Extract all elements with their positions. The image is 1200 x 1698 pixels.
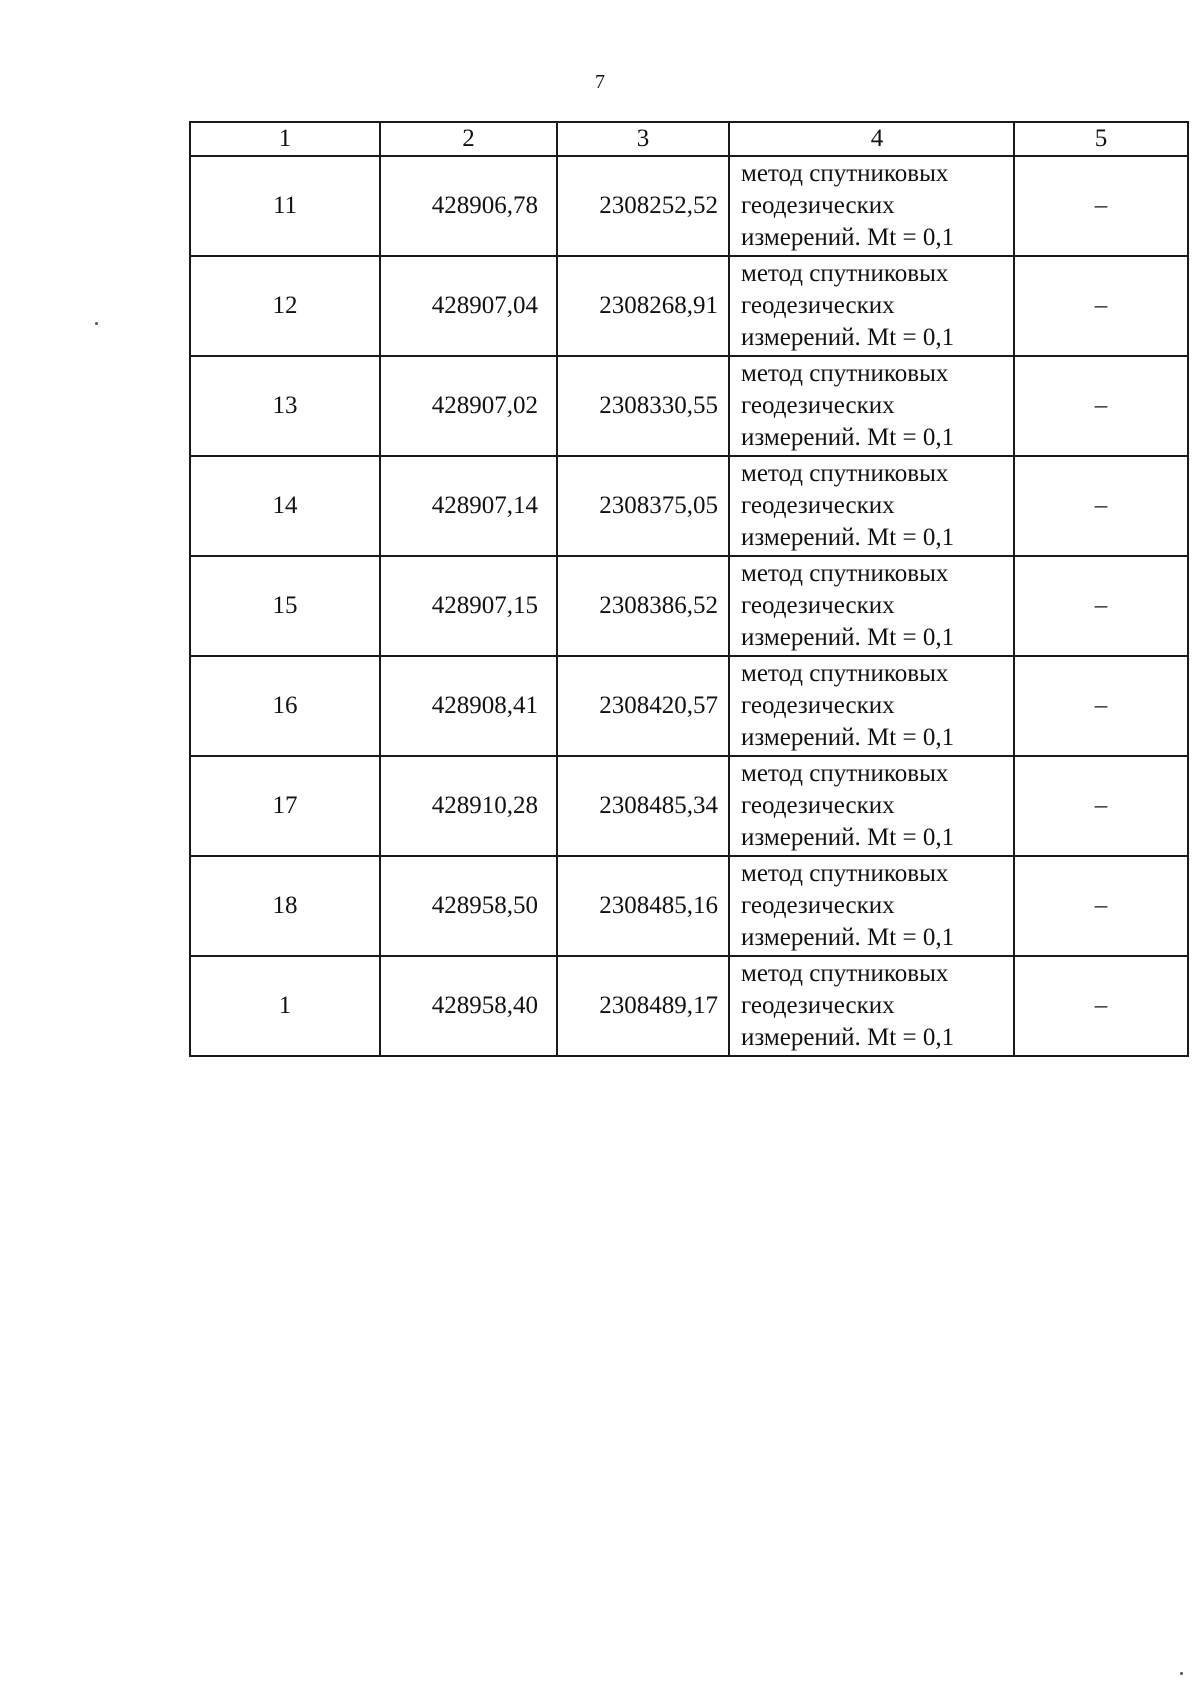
y-coordinate-cell: 2308485,16 <box>557 856 729 956</box>
method-line: геодезических <box>741 692 895 719</box>
accuracy-cell: – <box>1014 656 1188 756</box>
table-row <box>190 256 1188 356</box>
header-cell-3: 3 <box>557 122 729 156</box>
method-cell <box>729 156 1014 256</box>
x-coordinate-cell: 428907,02 <box>380 356 557 456</box>
scan-speck <box>1180 1672 1183 1675</box>
y-coordinate-cell: 2308489,17 <box>557 956 729 1056</box>
method-line: геодезических <box>741 592 895 619</box>
point-number-cell: 15 <box>190 556 380 656</box>
x-coordinate-cell: 428958,50 <box>380 856 557 956</box>
accuracy-cell: – <box>1014 456 1188 556</box>
method-line: геодезических <box>741 292 895 319</box>
point-number-cell: 16 <box>190 656 380 756</box>
point-number-cell: 13 <box>190 356 380 456</box>
method-line: измерений. Mt = 0,1 <box>741 324 955 351</box>
method-line: геодезических <box>741 492 895 519</box>
method-line: метод спутниковых <box>741 960 949 987</box>
coordinates-table <box>189 121 1189 1057</box>
method-cell <box>729 956 1014 1056</box>
header-cell-1: 1 <box>190 122 380 156</box>
method-line: метод спутниковых <box>741 260 949 287</box>
accuracy-cell: – <box>1014 256 1188 356</box>
method-line: геодезических <box>741 192 895 219</box>
table-row <box>190 356 1188 456</box>
method-line: метод спутниковых <box>741 660 949 687</box>
method-line: метод спутниковых <box>741 360 949 387</box>
method-cell <box>729 856 1014 956</box>
y-coordinate-cell: 2308330,55 <box>557 356 729 456</box>
table-row <box>190 456 1188 556</box>
method-line: измерений. Mt = 0,1 <box>741 824 955 851</box>
y-coordinate-cell: 2308485,34 <box>557 756 729 856</box>
table-row <box>190 156 1188 256</box>
header-cell-2: 2 <box>380 122 557 156</box>
method-cell <box>729 256 1014 356</box>
accuracy-cell: – <box>1014 156 1188 256</box>
x-coordinate-cell: 428907,04 <box>380 256 557 356</box>
table-header-row <box>190 122 1188 156</box>
header-cell-4: 4 <box>729 122 1014 156</box>
method-line: метод спутниковых <box>741 460 949 487</box>
table-row <box>190 956 1188 1056</box>
y-coordinate-cell: 2308386,52 <box>557 556 729 656</box>
method-line: измерений. Mt = 0,1 <box>741 1024 955 1051</box>
page-number: 7 <box>595 71 605 93</box>
accuracy-cell: – <box>1014 756 1188 856</box>
table-row <box>190 556 1188 656</box>
method-cell <box>729 656 1014 756</box>
method-line: геодезических <box>741 992 895 1019</box>
accuracy-cell: – <box>1014 956 1188 1056</box>
point-number-cell: 17 <box>190 756 380 856</box>
accuracy-cell: – <box>1014 556 1188 656</box>
table-row <box>190 656 1188 756</box>
point-number-cell: 14 <box>190 456 380 556</box>
x-coordinate-cell: 428906,78 <box>380 156 557 256</box>
x-coordinate-cell: 428907,15 <box>380 556 557 656</box>
method-line: измерений. Mt = 0,1 <box>741 424 955 451</box>
method-line: измерений. Mt = 0,1 <box>741 524 955 551</box>
method-line: геодезических <box>741 892 895 919</box>
method-line: метод спутниковых <box>741 160 949 187</box>
table-row <box>190 756 1188 856</box>
y-coordinate-cell: 2308375,05 <box>557 456 729 556</box>
scan-speck <box>95 322 98 325</box>
method-line: измерений. Mt = 0,1 <box>741 724 955 751</box>
point-number-cell: 12 <box>190 256 380 356</box>
y-coordinate-cell: 2308252,52 <box>557 156 729 256</box>
method-line: метод спутниковых <box>741 760 949 787</box>
method-line: геодезических <box>741 792 895 819</box>
x-coordinate-cell: 428958,40 <box>380 956 557 1056</box>
y-coordinate-cell: 2308420,57 <box>557 656 729 756</box>
method-line: измерений. Mt = 0,1 <box>741 924 955 951</box>
x-coordinate-cell: 428908,41 <box>380 656 557 756</box>
method-cell <box>729 556 1014 656</box>
point-number-cell: 11 <box>190 156 380 256</box>
accuracy-cell: – <box>1014 856 1188 956</box>
accuracy-cell: – <box>1014 356 1188 456</box>
method-line: измерений. Mt = 0,1 <box>741 224 955 251</box>
point-number-cell: 18 <box>190 856 380 956</box>
method-line: геодезических <box>741 392 895 419</box>
header-cell-5: 5 <box>1014 122 1188 156</box>
x-coordinate-cell: 428910,28 <box>380 756 557 856</box>
x-coordinate-cell: 428907,14 <box>380 456 557 556</box>
method-cell <box>729 356 1014 456</box>
table-row <box>190 856 1188 956</box>
method-cell <box>729 456 1014 556</box>
y-coordinate-cell: 2308268,91 <box>557 256 729 356</box>
method-cell <box>729 756 1014 856</box>
method-line: метод спутниковых <box>741 560 949 587</box>
point-number-cell: 1 <box>190 956 380 1056</box>
method-line: метод спутниковых <box>741 860 949 887</box>
method-line: измерений. Mt = 0,1 <box>741 624 955 651</box>
